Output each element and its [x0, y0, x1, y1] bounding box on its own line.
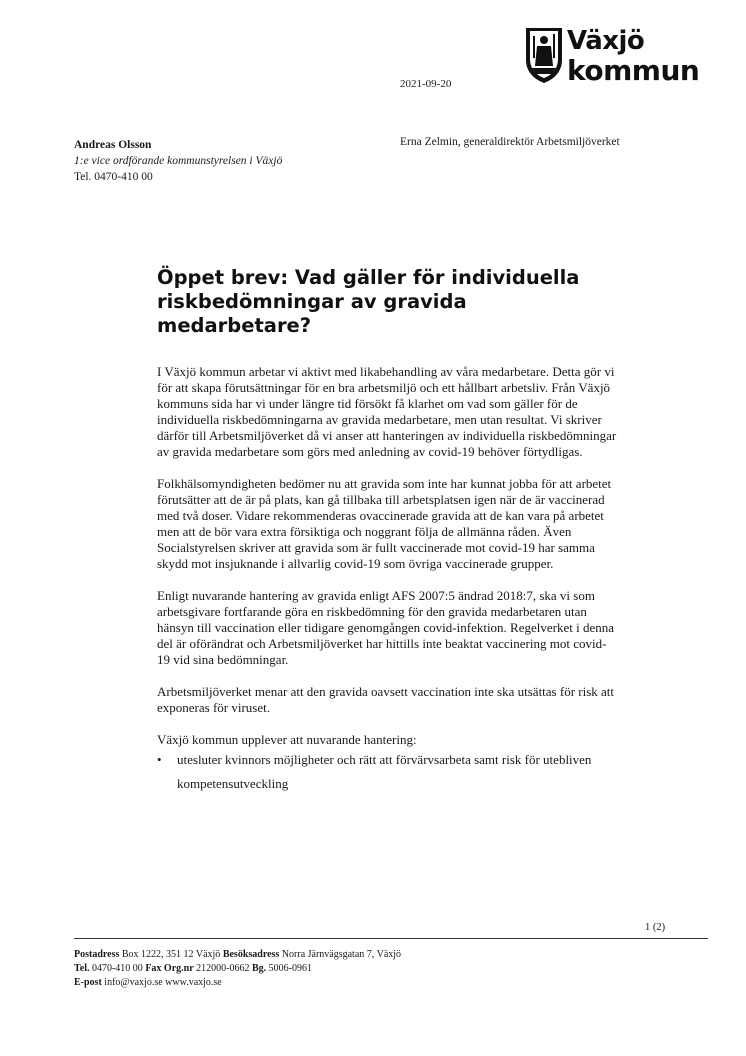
bullet-list — [157, 748, 617, 796]
logo-text-kommun: kommun — [567, 54, 700, 87]
coat-of-arms-icon — [524, 26, 564, 84]
tel-label: Tel. — [74, 963, 90, 974]
paragraph: Arbetsmiljöverket menar att den gravida oavsett vaccination inte ska utsättas för risk att exponeras för viruset. — [157, 684, 615, 715]
bullet-icon: • — [157, 752, 162, 767]
orgnr-label: Org.nr — [163, 963, 194, 974]
epost-link[interactable]: info@vaxjo.se — [104, 977, 163, 988]
paragraph: Enligt nuvarande hantering av gravida enligt AFS 2007:5 ändrad 2018:7, ska vi som arbetsgivare fortfarande göra en riskbedömning för den gravida medarbetaren utan hänsyn till vaccination eller tidigare genomgången covid-infektion. Regelverket i denna del är oförändrat och Arbetsmiljöverket har hittills inte beaktat vaccinering mot covid-19 vid sina bedömningar. — [157, 588, 615, 667]
letter-body — [157, 364, 617, 796]
bg: 5006-0961 — [268, 963, 312, 974]
letter-date: 2021-09-20 — [400, 78, 452, 90]
fax-label: Fax — [145, 963, 162, 974]
sender-name: Andreas Olsson — [74, 139, 152, 151]
paragraph: Växjö kommun upplever att nuvarande hantering: — [157, 732, 417, 747]
footer-line-web — [74, 976, 401, 990]
paragraph: I Växjö kommun arbetar vi aktivt med likabehandling av våra medarbetare. Detta gör vi för att skapa förutsättningar för en bra arbetsmiljö och ett hållbart arbetsliv. Från Växjö kommuns sida har vi under längre tid försökt få klarhet om vad som gäller för de individuella riskbedömningarna av gravida medarbetare, men utan resultat. Vi skriver därför till Arbetsmiljöverket då vi anser att hanteringen av individuella riskbedömningar av gravida medarbetare som görs med anledning av covid-19 behöver förtydligas. — [157, 364, 617, 459]
page-number: 1 (2) — [645, 922, 666, 933]
epost-label: E-post — [74, 977, 102, 988]
sender-role: 1:e vice ordförande kommunstyrelsen i Växjö — [74, 155, 283, 167]
sender-phone: Tel. 0470-410 00 — [74, 171, 153, 183]
footer-line-contact — [74, 962, 401, 976]
footer-line-address — [74, 948, 401, 962]
list-item — [157, 748, 617, 796]
recipient: Erna Zelmin, generaldirektör Arbetsmiljöverket — [400, 136, 620, 148]
vaxjo-kommun-logo — [524, 26, 708, 92]
list-item-text: utesluter kvinnors möjligheter och rätt att förvärvsarbeta samt risk för utebliven kompetensutveckling — [177, 752, 592, 791]
footer-divider — [74, 938, 708, 939]
orgnr: 212000-0662 — [196, 963, 250, 974]
besoksadress-label: Besöksadress — [222, 949, 280, 960]
logo-text-vaxjo: Växjö — [567, 26, 645, 56]
website-link[interactable]: www.vaxjo.se — [165, 977, 222, 988]
paragraph: Folkhälsomyndigheten bedömer nu att gravida som inte har kunnat jobba för att arbetet förutsätter att de är på plats, kan gå tillbaka till arbetsplatsen igen när de är vaccinerad med två doser. Vidare rekommenderas ovaccinerade gravida att de kan vara på arbetet men att de bör vara extra försiktiga och noggrant följa de allmänna råden. Även Socialstyrelsen skriver att gravida som är fullt vaccinerade mot covid-19 har samma skydd mot insjuknande i allvarlig covid-19 som övriga vaccinerade grupper. — [157, 476, 612, 571]
tel: 0470-410 00 — [91, 963, 143, 974]
letter-title: Öppet brev: Vad gäller för individuella riskbedömningar av gravida medarbetare? — [157, 266, 580, 337]
besoksadress: Norra Järnvägsgatan 7, Växjö — [281, 949, 402, 960]
footer — [74, 948, 401, 990]
sender-block — [74, 137, 314, 185]
bg-label: Bg. — [251, 963, 267, 974]
postadress: Box 1222, 351 12 Växjö — [121, 949, 221, 960]
postadress-label: Postadress — [74, 949, 120, 960]
